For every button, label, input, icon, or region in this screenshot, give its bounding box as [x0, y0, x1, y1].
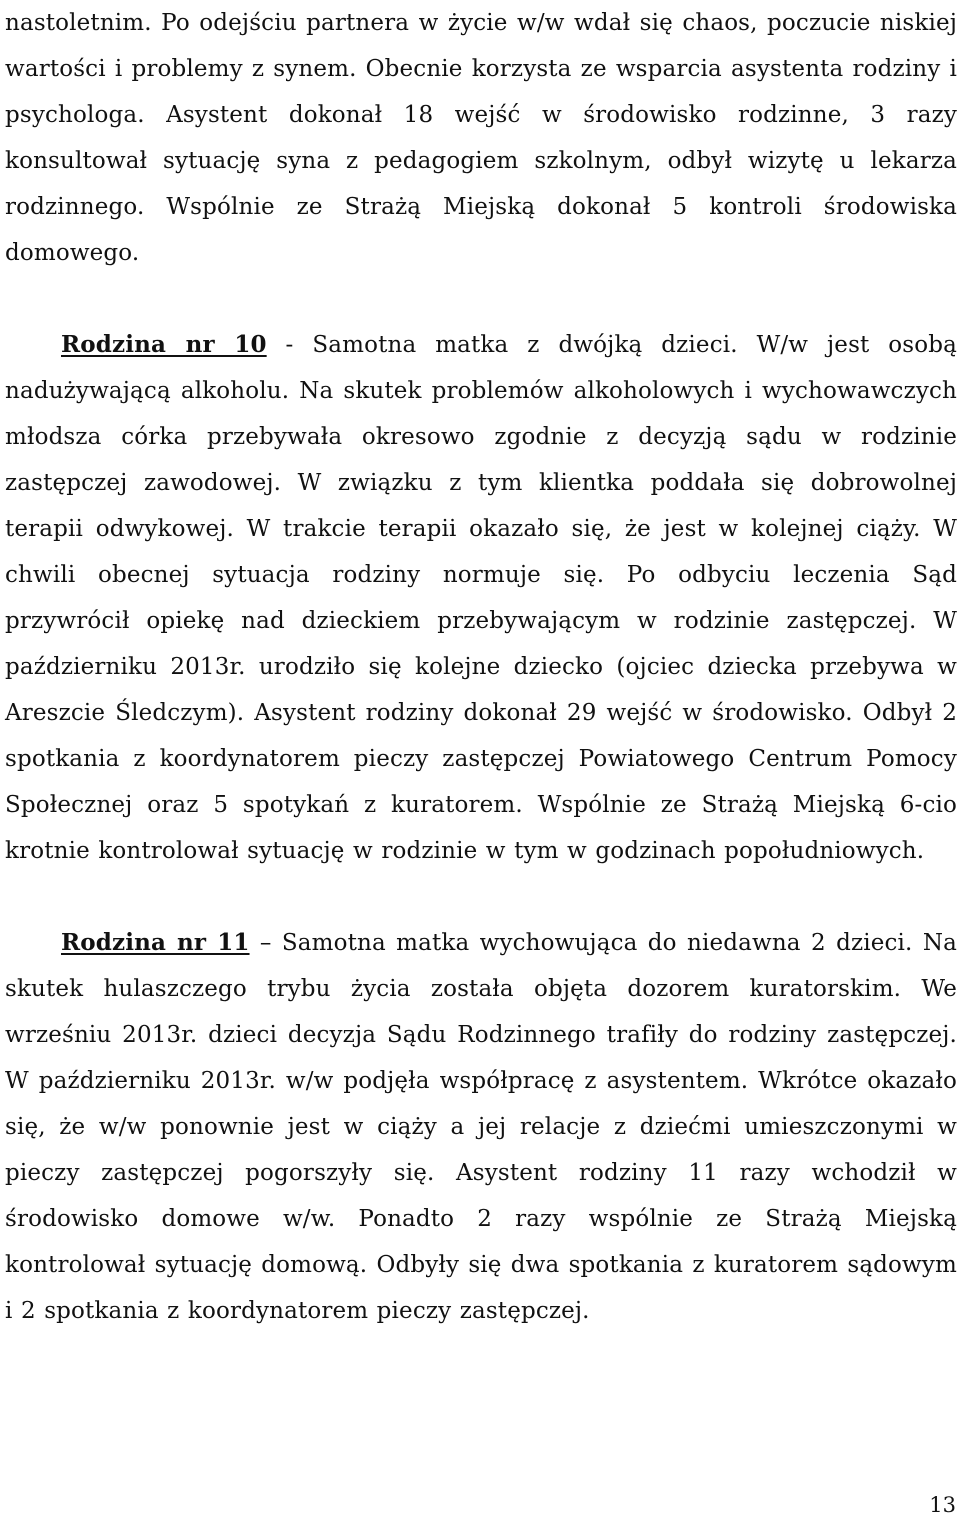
document-page [5, 0, 957, 1334]
heading-family-11: Rodzina nr 11 [61, 929, 250, 956]
paragraph-family-10 [5, 322, 957, 874]
heading-family-10: Rodzina nr 10 [61, 331, 267, 358]
paragraph-family-11 [5, 920, 957, 1334]
page-number: 13 [929, 1493, 956, 1517]
family-10-body: - Samotna matka z dwójką dzieci. W/w jest osobą nadużywającą alkoholu. Na skutek problemów alkoholowych i wychowawczych młodsza córka przebywała okresowo zgodnie z decyzją sądu w rodzinie zastępczej zawodowej. W związku z tym klientka poddała się dobrowolnej terapii odwykowej. W trakcie terapii okazało się, że jest w kolejnej ciąży. W chwili obecnej sytuacja rodziny normuje się. Po odbyciu leczenia Sąd przywrócił opiekę nad dzieckiem przebywającym w rodzinie zastępczej. W październiku 2013r. urodziło się kolejne dziecko (ojciec dziecka przebywa w Areszcie Śledczym). Asystent rodziny dokonał 29 wejść w środowisko. Odbył 2 spotkania z koordynatorem pieczy zastępczej Powiatowego Centrum Pomocy Społecznej oraz 5 spotykań z kuratorem. Wspólnie ze Strażą Miejską 6-cio krotnie kontrolował sytuację w rodzinie w tym w godzinach popołudniowych. [5, 332, 957, 864]
paragraph-continuation: nastoletnim. Po odejściu partnera w życie w/w wdał się chaos, poczucie niskiej wartości i problemy z synem. Obecnie korzysta ze wsparcia asystenta rodziny i psychologa. Asystent dokonał 18 wejść w środowisko rodzinne, 3 razy konsultował sytuację syna z pedagogiem szkolnym, odbył wizytę u lekarza rodzinnego. Wspólnie ze Strażą Miejską dokonał 5 kontroli środowiska domowego. [5, 10, 957, 266]
family-11-body: – Samotna matka wychowująca do niedawna 2 dzieci. Na skutek hulaszczego trybu życia została objęta dozorem kuratorskim. We wrześniu 2013r. dzieci decyzja Sądu Rodzinnego trafiły do rodziny zastępczej. W październiku 2013r. w/w podjęła współpracę z asystentem. Wkrótce okazało się, że w/w ponownie jest w ciąży a jej relacje z dziećmi umieszczonymi w pieczy zastępczej pogorszyły się. Asystent rodziny 11 razy wchodził w środowisko domowe w/w. Ponadto 2 razy wspólnie ze Strażą Miejską kontrolował sytuację domową. Odbyły się dwa spotkania z kuratorem sądowym i 2 spotkania z koordynatorem pieczy zastępczej. [5, 930, 957, 1324]
